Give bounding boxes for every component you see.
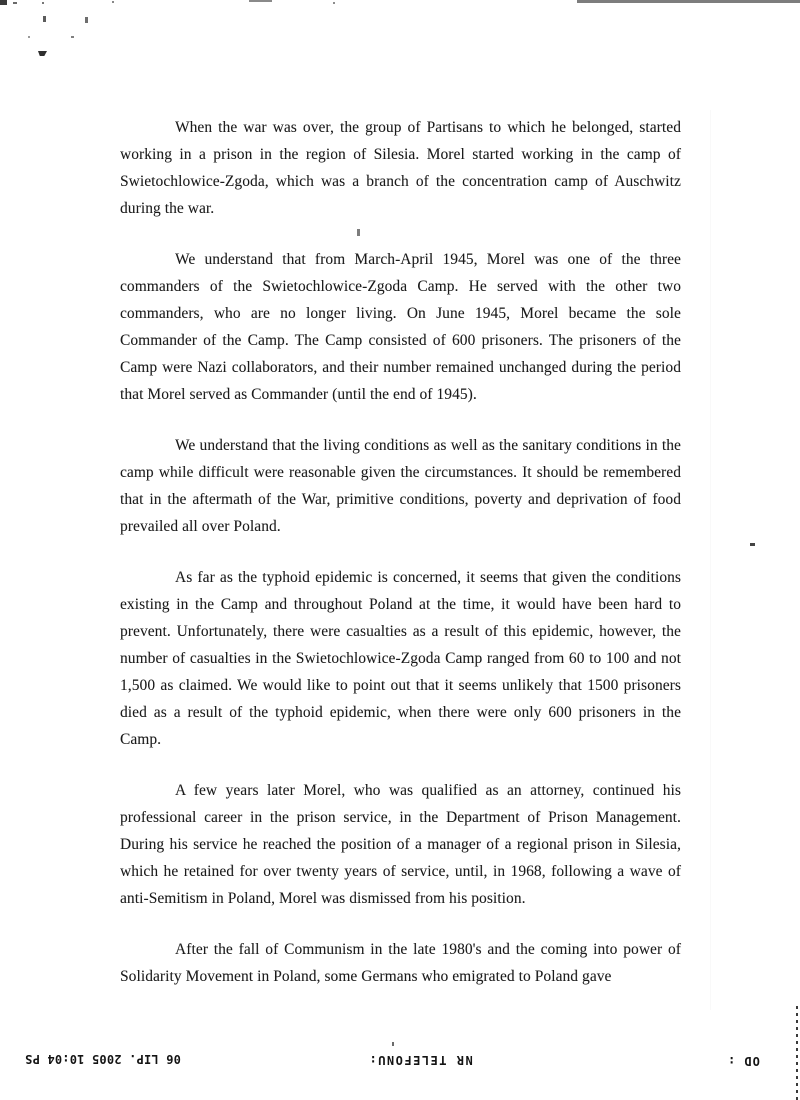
paragraph-2: We understand that from March-April 1945, Morel was one of the three commanders of the Swietochlowice-Zgoda Camp. He served with the other two commanders, who are no longer living. On June 1945, Morel became the sole Commander of the Camp. The Camp consisted of 600 prisoners. The prisoners of the Camp were Nazi collaborators, and their number remained unchanged during the period that Morel served as Commander (until the end of 1945). xyxy=(120,251,681,403)
scan-speck xyxy=(71,36,74,38)
scan-speck xyxy=(38,51,47,56)
paragraph-3: We understand that the living conditions as well as the sanitary conditions in the camp while difficult were reasonable given the circumstances. It should be remembered that in the aftermath of the War, primitive conditions, poverty and deprivation of food prevailed all over Poland. xyxy=(120,437,681,535)
scan-speck xyxy=(13,2,17,4)
paragraph-1: When the war was over, the group of Partisans to which he belonged, started working in a prison in the region of Silesia. Morel started working in the camp of Swietochlowice-Zgoda, which was a branch of the concentration camp of Auschwitz during the war. xyxy=(120,119,681,217)
scan-speck xyxy=(0,0,7,5)
fax-phone-label: NR TELEFONU: xyxy=(368,1053,473,1067)
paragraph-4: As far as the typhoid epidemic is concerned, it seems that given the conditions existing in the Camp and throughout Poland at the time, it would have been hard to prevent. Unfortunately, there were casualties as a result of this epidemic, however, the number of casualties in the Swietochlowice-Zgoda Camp ranged from 60 to 100 and not 1,500 as claimed. We would like to point out that it seems unlikely that 1500 prisoners died as a result of the typhoid epidemic, when there were only 600 prisoners in the Camp. xyxy=(120,569,681,748)
scan-speck xyxy=(112,1,114,3)
scan-speck xyxy=(28,36,30,38)
scan-edge-line xyxy=(577,0,800,3)
scan-speck xyxy=(333,2,335,4)
scan-crease xyxy=(710,110,711,1010)
scan-speck xyxy=(392,1042,394,1046)
scan-speck xyxy=(750,543,755,546)
scan-speck xyxy=(85,17,88,23)
scan-speck xyxy=(43,16,46,22)
scan-speck xyxy=(42,2,44,4)
fax-from-label: OD : xyxy=(727,1054,760,1068)
paragraph-6: After the fall of Communism in the late 1980's and the coming into power of Solidarity Movement in Poland, some Germans who emigrated to Poland gave xyxy=(120,941,681,985)
document-body xyxy=(120,114,681,1014)
paragraph-5: A few years later Morel, who was qualified as an attorney, continued his professional career in the prison service, in the Department of Prison Management. During his service he reached the position of a manager of a regional prison in Silesia, which he retained for over twenty years of service, until, in 1968, following a wave of anti-Semitism in Poland, Morel was dismissed from his position. xyxy=(120,782,681,907)
scan-dashed-edge xyxy=(796,1006,798,1100)
scan-edge-line xyxy=(249,0,272,2)
fax-timestamp: 06 LIP. 2005 10:04 PS xyxy=(25,1052,181,1066)
